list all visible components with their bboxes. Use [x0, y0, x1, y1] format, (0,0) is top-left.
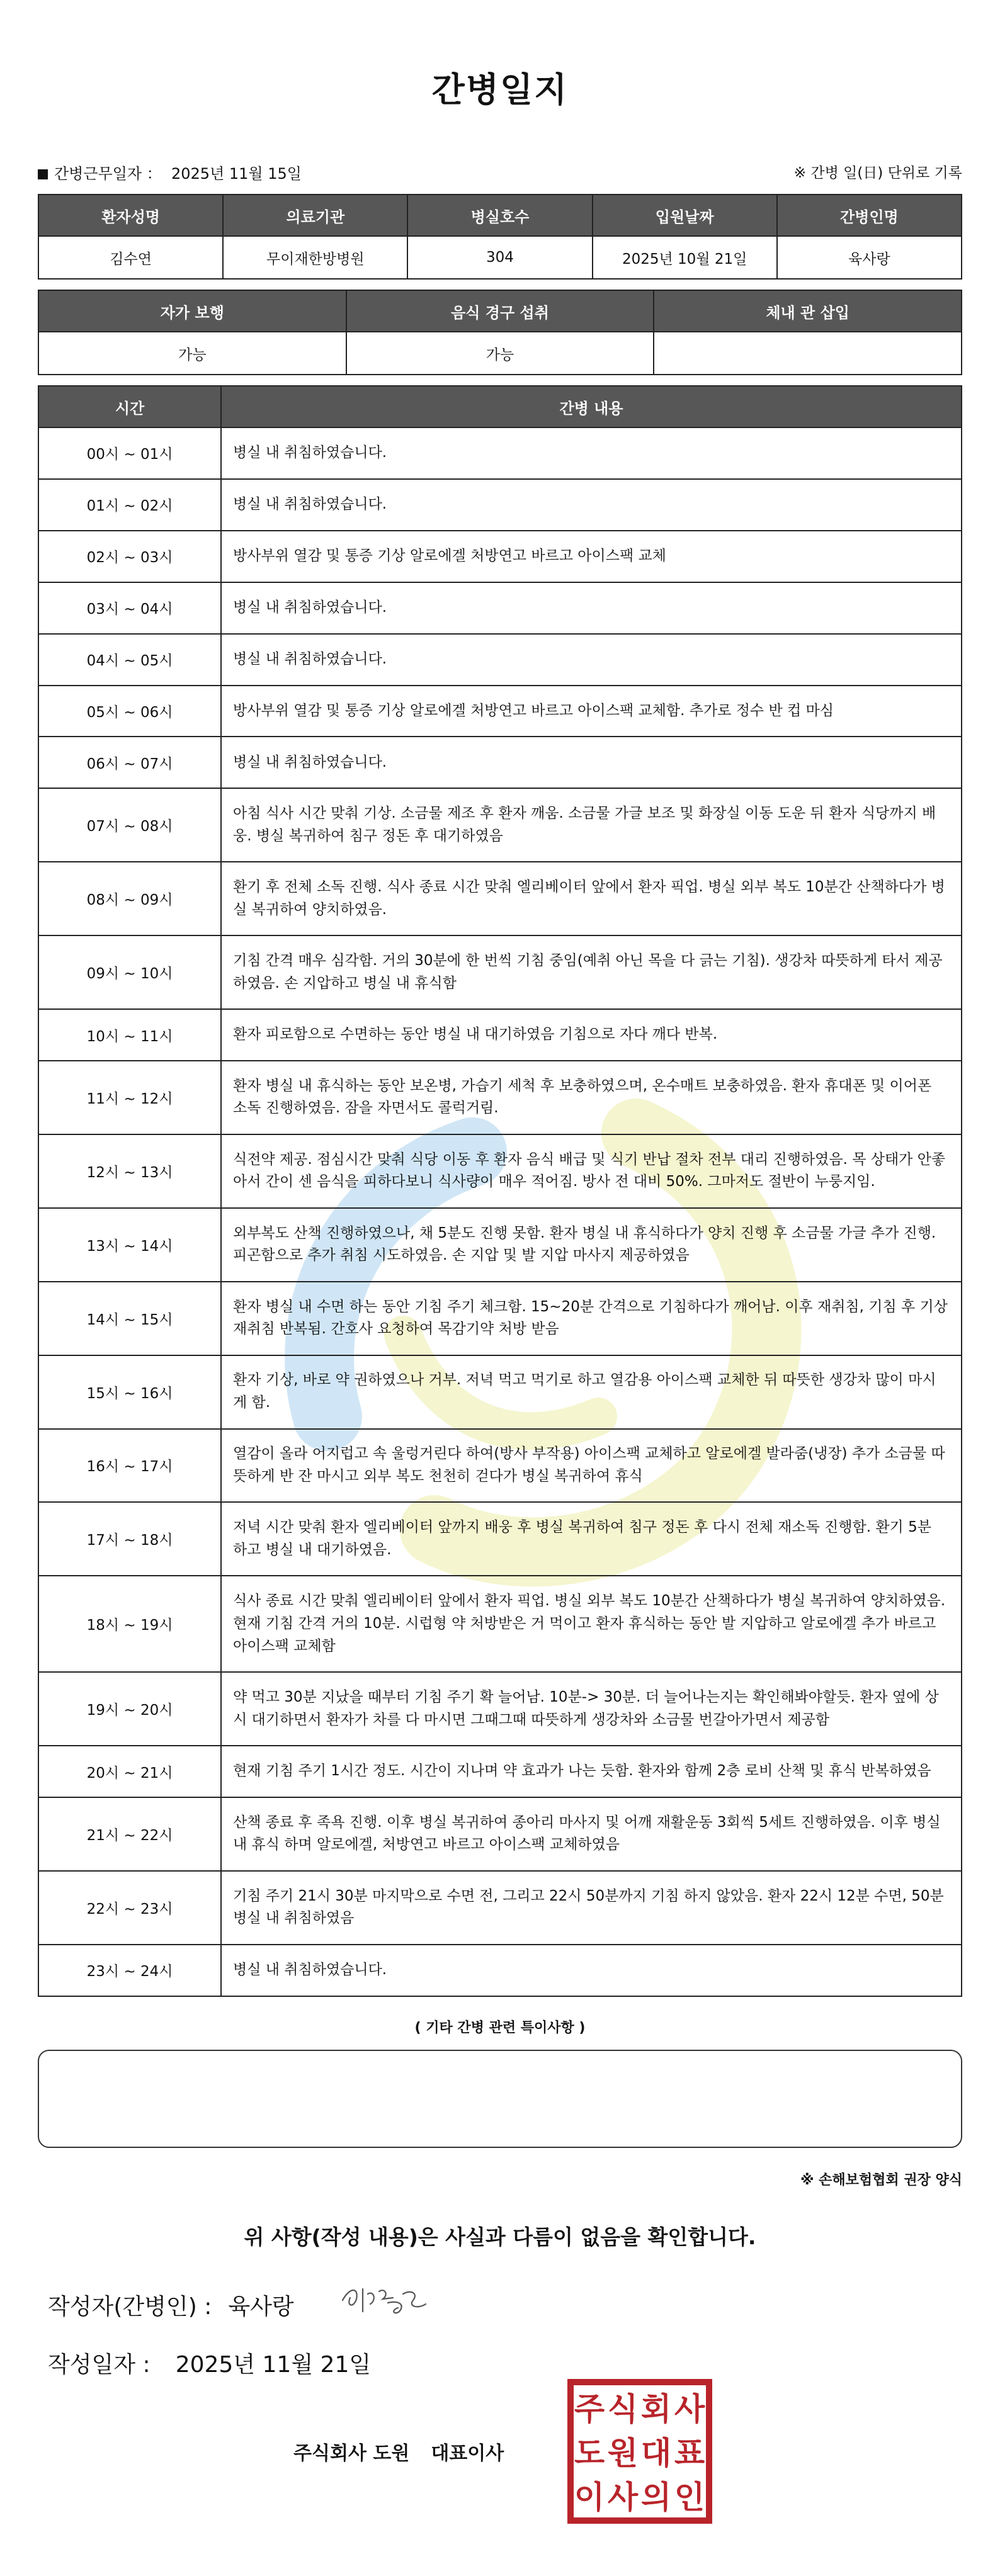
work-date-value: 2025년 11월 15일: [171, 165, 302, 183]
log-time-cell: 05시 ~ 06시: [38, 686, 221, 737]
seal-character: 사: [607, 2479, 639, 2516]
work-date: [38, 161, 302, 183]
log-content-cell: 방사부위 열감 및 통증 기상 알로에겔 처방연고 바르고 아이스팩 교체: [221, 531, 962, 582]
log-content-cell: 기침 주기 21시 30분 마지막으로 수면 전, 그리고 22시 50분까지 기침 하지 않았음. 환자 22시 12분 수면, 50분 병실 내 취침하였음: [221, 1871, 962, 1945]
table-row: [38, 1009, 962, 1061]
table-row: [38, 1355, 962, 1429]
log-content-cell: 저녁 시간 맞춰 환자 엘리베이터 앞까지 배웅 후 병실 복귀하여 침구 정돈 후 다시 전체 재소독 진행함. 환기 5분 하고 병실 내 대기하였음.: [221, 1502, 962, 1576]
patient-status-table: [38, 290, 962, 375]
table-row: [38, 1797, 962, 1871]
writer-name: 육사랑: [228, 2294, 294, 2320]
caregiver-name: 육사랑: [777, 236, 962, 279]
log-content-cell: 환자 병실 내 휴식하는 동안 보온병, 가습기 세척 후 보충하였으며, 온수매트 보충하였음. 환자 휴대폰 및 이어폰 소독 진행하였음. 잠을 자면서도 콜럭거림.: [221, 1061, 962, 1134]
work-date-label: 간병근무일자 ：: [54, 165, 162, 183]
log-content-cell: 현재 기침 주기 1시간 정도. 시간이 지나며 약 효과가 나는 듯함. 환자와 함께 2층 로비 산책 및 휴식 반복하였음: [221, 1746, 962, 1797]
seal-character: 표: [674, 2435, 705, 2471]
header-oral-intake: 음식 경구 섭취: [346, 290, 654, 332]
log-time-cell: 06시 ~ 07시: [38, 737, 221, 788]
seal-character: 이: [574, 2479, 605, 2516]
seal-character: 대: [640, 2435, 672, 2471]
log-content-cell: 병실 내 취침하였습니다.: [221, 634, 962, 686]
log-time-cell: 09시 ~ 10시: [38, 935, 221, 1009]
table-row: [38, 531, 962, 582]
table-row: [38, 1576, 962, 1672]
hospital-name: 무이재한방병원: [223, 236, 407, 279]
header-patient-name: 환자성명: [38, 195, 223, 236]
company-seal-stamp: [567, 2378, 713, 2524]
seal-character: 사: [674, 2391, 705, 2427]
log-time-cell: 23시 ~ 24시: [38, 1945, 221, 1996]
log-content-cell: 열감이 올라 어지럽고 속 울렁거린다 하여(방사 부작용) 아이스팩 교체하고 알로에겔 발라줌(냉장) 추가 소금물 따뜻하게 반 잔 마시고 외부 복도 천천히 걷다가 병실 복귀하여 휴식: [221, 1429, 962, 1503]
header-admission-date: 입원날짜: [593, 195, 777, 236]
log-time-cell: 10시 ~ 11시: [38, 1009, 221, 1061]
remarks-box: [38, 2050, 962, 2148]
log-time-cell: 16시 ~ 17시: [38, 1429, 221, 1503]
log-content-cell: 병실 내 취침하였습니다.: [221, 427, 962, 479]
log-time-cell: 13시 ~ 14시: [38, 1208, 221, 1282]
log-time-cell: 08시 ~ 09시: [38, 862, 221, 935]
confirmation-statement: 위 사항(작성 내용)은 사실과 다름이 없음을 확인합니다.: [244, 2225, 756, 2249]
handwritten-signature: [338, 2275, 432, 2325]
table-header-row: [38, 290, 962, 332]
seal-character: 원: [607, 2435, 639, 2471]
log-time-cell: 02시 ~ 03시: [38, 531, 221, 582]
table-row: [38, 1871, 962, 1945]
admission-date: 2025년 10월 21일: [593, 236, 777, 279]
room-number: 304: [407, 236, 592, 279]
page-title: 간병일지: [431, 70, 569, 110]
log-content-cell: 약 먹고 30분 지났을 때부터 기침 주기 확 늘어남. 10분-> 30분. 더 늘어나는지는 확인해봐야할듯. 환자 옆에 상시 대기하면서 환자가 차를 다 마시면 그때그때 따뜻하게 생강차와 소금물 번갈아가면서 제공함: [221, 1672, 962, 1746]
table-row: [38, 935, 962, 1009]
log-time-cell: 12시 ~ 13시: [38, 1134, 221, 1208]
log-time-cell: 01시 ~ 02시: [38, 479, 221, 531]
log-content-cell: 아침 식사 시간 맞춰 기상. 소금물 제조 후 환자 깨움. 소금물 가글 보조 및 화장실 이동 도운 뒤 환자 식당까지 배웅. 병실 복귀하여 침구 정돈 후 대기하였음: [221, 788, 962, 862]
log-time-cell: 14시 ~ 15시: [38, 1282, 221, 1355]
log-time-cell: 03시 ~ 04시: [38, 582, 221, 634]
table-row: [38, 427, 962, 479]
log-content-cell: 산책 종료 후 족욕 진행. 이후 병실 복귀하여 종아리 마사지 및 어깨 재활운동 3회씩 5세트 진행하였음. 이후 병실 내 휴식 하며 알로에겔, 처방연고 바르고 아이스팩 교체하였음: [221, 1797, 962, 1871]
seal-character: 인: [674, 2479, 705, 2516]
header-room-number: 병실호수: [407, 195, 592, 236]
table-header-row: [38, 195, 962, 236]
table-row: [38, 479, 962, 531]
write-date-value: 2025년 11월 21일: [175, 2352, 372, 2378]
table-row: [38, 1282, 962, 1355]
header-self-walking: 자가 보행: [38, 290, 346, 332]
tube-insertion-value: [654, 332, 962, 375]
seal-character: 주: [574, 2391, 605, 2427]
table-header-row: [38, 386, 962, 427]
log-content-cell: 환자 병실 내 수면 하는 동안 기침 주기 체크함. 15~20분 간격으로 기침하다가 깨어남. 이후 재취침, 기침 후 기상 재취침 반복됨. 간호사 요청하여 목감기약 처방 받음: [221, 1282, 962, 1355]
seal-character: 식: [607, 2391, 639, 2427]
ceo-label: 대표이사: [431, 2443, 504, 2465]
log-content-cell: 식전약 제공. 점심시간 맞춰 식당 이동 후 환자 음식 배급 및 식기 반납 절차 전부 대리 진행하였음. 목 상태가 안좋아서 간이 센 음식을 피하다보니 식사량이 매우 적어짐. 방사 전 대비 50%. 그마저도 절반이 누룽지임.: [221, 1134, 962, 1208]
log-time-cell: 19시 ~ 20시: [38, 1672, 221, 1746]
log-content-cell: 기침 간격 매우 심각함. 거의 30분에 한 번씩 기침 중임(예취 아닌 목을 다 긁는 기침). 생강차 따뜻하게 타서 제공하였음. 손 지압하고 병실 내 휴식함: [221, 935, 962, 1009]
log-time-cell: 11시 ~ 12시: [38, 1061, 221, 1134]
write-date-label: 작성일자 :: [48, 2352, 151, 2378]
header-care-content: 간병 내용: [221, 386, 962, 427]
table-row: [38, 1945, 962, 1996]
table-row: [38, 1134, 962, 1208]
recommend-note: ※ 손해보험협회 권장 양식: [800, 2172, 962, 2188]
table-row: [38, 1429, 962, 1503]
table-row: [38, 236, 962, 279]
log-time-cell: 04시 ~ 05시: [38, 634, 221, 686]
log-time-cell: 20시 ~ 21시: [38, 1746, 221, 1797]
patient-name: 김수연: [38, 236, 223, 279]
log-content-cell: 병실 내 취침하였습니다.: [221, 582, 962, 634]
log-content-cell: 병실 내 취침하였습니다.: [221, 737, 962, 788]
log-time-cell: 17시 ~ 18시: [38, 1502, 221, 1576]
log-time-cell: 00시 ~ 01시: [38, 427, 221, 479]
table-row: [38, 582, 962, 634]
log-content-cell: 식사 종료 시간 맞춰 엘리베이터 앞에서 환자 픽업. 병실 외부 복도 10분간 산책하다가 병실 복귀하여 양치하였음. 현재 기침 간격 거의 10분. 시럽형 약 처방받은 거 먹이고 환자 휴식하는 동안 발 지압하고 알로에겔 추가 바르고 아이스팩 교체함: [221, 1576, 962, 1672]
care-log-table: [38, 385, 962, 1997]
seal-character: 도: [574, 2435, 605, 2471]
table-row: [38, 788, 962, 862]
table-row: [38, 1061, 962, 1134]
log-time-cell: 21시 ~ 22시: [38, 1797, 221, 1871]
log-content-cell: 병실 내 취침하였습니다.: [221, 1945, 962, 1996]
log-content-cell: 환자 피로함으로 수면하는 동안 병실 내 대기하였음 기침으로 자다 깨다 반복.: [221, 1009, 962, 1061]
company-line: [293, 2438, 504, 2465]
table-row: [38, 1746, 962, 1797]
log-time-cell: 15시 ~ 16시: [38, 1355, 221, 1429]
header-caregiver-name: 간병인명: [777, 195, 962, 236]
log-content-cell: 외부복도 산책 진행하였으나, 채 5분도 진행 못함. 환자 병실 내 휴식하다가 양치 진행 후 소금물 가글 추가 진행. 피곤함으로 추가 취침 시도하였음. 손 지압 및 발 지압 마사지 제공하였음: [221, 1208, 962, 1282]
log-time-cell: 18시 ~ 19시: [38, 1576, 221, 1672]
table-row: [38, 1672, 962, 1746]
table-row: [38, 634, 962, 686]
writer-line: [48, 2289, 294, 2321]
log-content-cell: 환기 후 전체 소독 진행. 식사 종료 시간 맞춰 엘리베이터 앞에서 환자 픽업. 병실 외부 복도 10분간 산책하다가 병실 복귀하여 양치하였음.: [221, 862, 962, 935]
remarks-title: ( 기타 간병 관련 특이사항 ): [414, 2020, 586, 2036]
log-time-cell: 22시 ~ 23시: [38, 1871, 221, 1945]
table-row: [38, 1502, 962, 1576]
oral-intake-value: 가능: [346, 332, 654, 375]
write-date-line: [48, 2347, 371, 2379]
log-content-cell: 병실 내 취침하였습니다.: [221, 479, 962, 531]
table-row: [38, 332, 962, 375]
header-time: 시간: [38, 386, 221, 427]
table-row: [38, 1208, 962, 1282]
seal-character: 의: [640, 2479, 672, 2516]
header-tube-insertion: 체내 관 삽입: [654, 290, 962, 332]
writer-label: 작성자(간병인) :: [48, 2294, 212, 2320]
self-walking-value: 가능: [38, 332, 346, 375]
log-content-cell: 환자 기상, 바로 약 권하였으나 거부. 저녁 먹고 먹기로 하고 열감용 아이스팩 교체한 뒤 따뜻한 생강차 많이 마시게 함.: [221, 1355, 962, 1429]
table-row: [38, 862, 962, 935]
unit-note: ※ 간병 일(日) 단위로 기록: [793, 165, 962, 181]
square-bullet-icon: [38, 169, 48, 179]
patient-info-table: [38, 194, 962, 280]
care-log-body: [38, 427, 962, 1996]
log-content-cell: 방사부위 열감 및 통증 기상 알로에겔 처방연고 바르고 아이스팩 교체함. 추가로 정수 반 컵 마심: [221, 686, 962, 737]
company-name: 주식회사 도원: [293, 2443, 410, 2465]
header-hospital: 의료기관: [223, 195, 407, 236]
table-row: [38, 686, 962, 737]
log-time-cell: 07시 ~ 08시: [38, 788, 221, 862]
seal-character: 회: [640, 2391, 672, 2427]
table-row: [38, 737, 962, 788]
